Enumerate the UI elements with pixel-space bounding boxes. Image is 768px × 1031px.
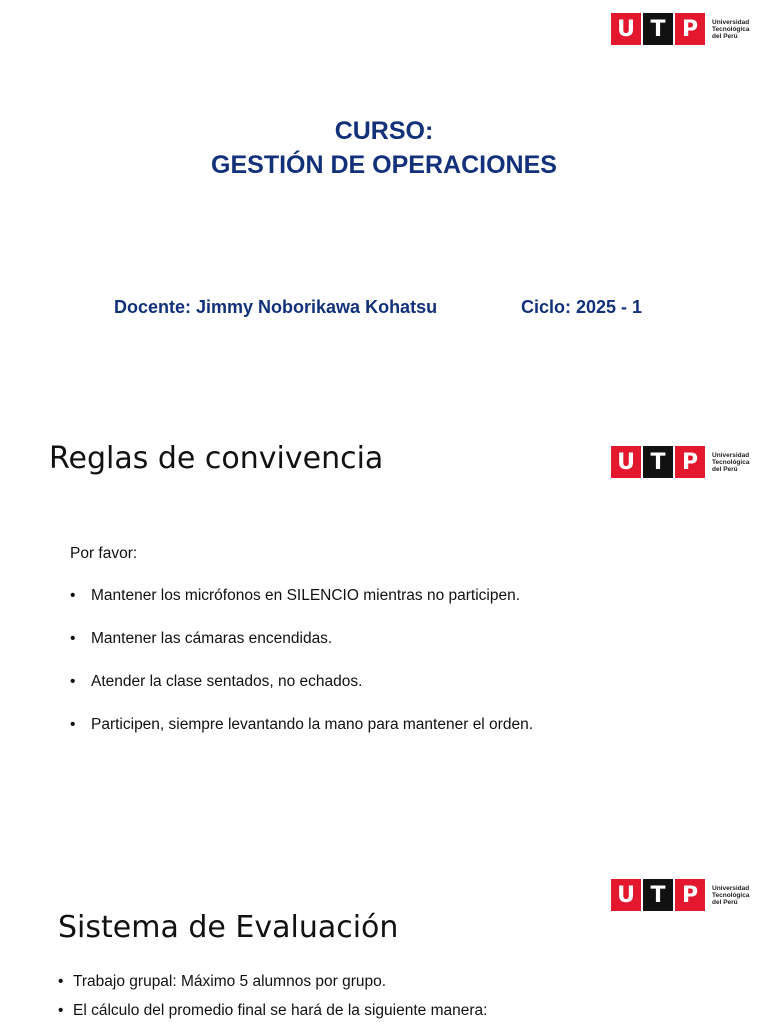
course-title-line-1: CURSO: [334, 117, 434, 145]
logo-letter-t: T [643, 446, 673, 478]
course-title-line-2: GESTIÓN DE OPERACIONES [211, 151, 557, 179]
list-item [58, 973, 487, 1002]
logo-line-1: Universidad [712, 451, 750, 459]
utp-logo [611, 13, 760, 45]
bullet-icon: • [70, 587, 76, 604]
list-item [70, 630, 533, 673]
logo-letter-t: T [643, 13, 673, 45]
logo-line-3: del Perú [712, 465, 738, 473]
course-title [0, 114, 768, 182]
logo-letter-p: P [675, 446, 705, 478]
evaluation-heading: Sistema de Evaluación [58, 910, 399, 945]
rules-list [70, 587, 533, 759]
logo-line-1: Universidad [712, 884, 750, 892]
slide-rules [0, 390, 768, 820]
evaluation-list [58, 973, 487, 1031]
bullet-icon: • [58, 973, 64, 990]
utp-logo [611, 446, 760, 478]
logo-line-3: del Perú [712, 32, 738, 40]
cycle-label: Ciclo: 2025 - 1 [521, 297, 643, 317]
logo-letter-p: P [675, 879, 705, 911]
logo-line-3: del Perú [712, 898, 738, 906]
bullet-icon: • [70, 630, 76, 647]
list-item [70, 716, 533, 759]
evaluation-text: Trabajo grupal: Máximo 5 alumnos por grupo. [73, 973, 387, 990]
logo-university-name [712, 885, 760, 906]
logo-letter-u: U [611, 446, 641, 478]
logo-university-name [712, 452, 760, 473]
logo-line-2: Tecnológica [712, 25, 750, 33]
bullet-icon: • [58, 1002, 64, 1019]
list-item [70, 587, 533, 630]
logo-university-name [712, 19, 760, 40]
slide-course-title [0, 0, 768, 390]
logo-letter-p: P [675, 13, 705, 45]
evaluation-text: El cálculo del promedio final se hará de la siguiente manera: [73, 1002, 488, 1019]
rule-text: Participen, siempre levantando la mano para mantener el orden. [91, 716, 534, 733]
rule-text: Mantener los micrófonos en SILENCIO mientras no participen. [91, 587, 521, 604]
logo-line-2: Tecnológica [712, 891, 750, 899]
rules-intro: Por favor: [70, 545, 138, 562]
logo-letter-t: T [643, 879, 673, 911]
teacher-label: Docente: Jimmy Noborikawa Kohatsu [114, 297, 438, 317]
logo-letter-u: U [611, 13, 641, 45]
rules-heading: Reglas de convivencia [49, 441, 384, 476]
bullet-icon: • [70, 716, 76, 733]
logo-letter-u: U [611, 879, 641, 911]
list-item [58, 1002, 487, 1031]
logo-line-1: Universidad [712, 18, 750, 26]
slide-evaluation [0, 820, 768, 1024]
list-item [70, 673, 533, 716]
rule-text: Atender la clase sentados, no echados. [91, 673, 363, 690]
rule-text: Mantener las cámaras encendidas. [91, 630, 333, 647]
bullet-icon: • [70, 673, 76, 690]
utp-logo [611, 879, 760, 911]
logo-line-2: Tecnológica [712, 458, 750, 466]
